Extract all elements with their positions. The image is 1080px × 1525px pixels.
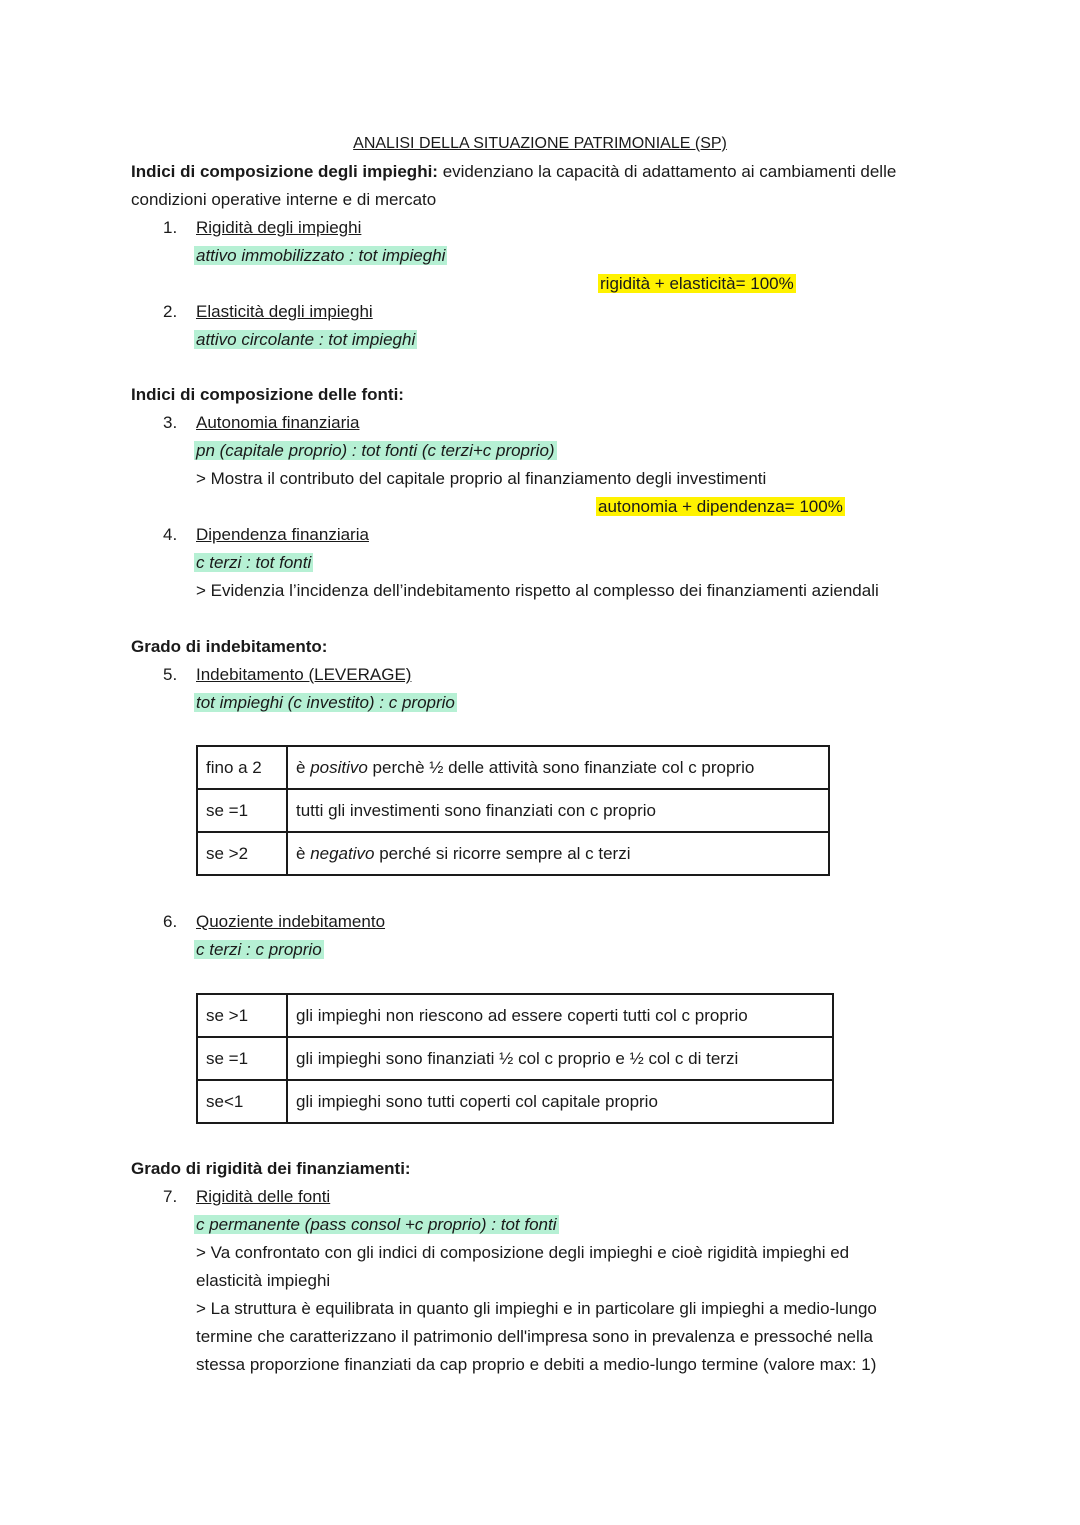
meaning-emphasis: positivo: [310, 757, 368, 777]
condition-cell: fino a 2: [197, 746, 287, 789]
table-row: [197, 1037, 833, 1080]
condition-cell: se<1: [197, 1080, 287, 1123]
index-label: Rigidità delle fonti: [196, 1187, 331, 1206]
index-label: Rigidità degli impieghi: [196, 218, 362, 237]
meaning-cell: gli impieghi non riescono ad essere coperti tutti col c proprio: [287, 994, 833, 1037]
index-formula: c permanente (pass consol +c proprio) : tot fonti: [196, 1215, 557, 1234]
section-impieghi: [131, 161, 896, 183]
item-number: 5.: [163, 665, 178, 684]
highlight-note: autonomia + dipendenza= 100%: [598, 497, 843, 516]
table-row: [197, 994, 833, 1037]
meaning-cell: gli impieghi sono tutti coperti col capitale proprio: [287, 1080, 833, 1123]
index-formula: attivo immobilizzato : tot impieghi: [196, 246, 446, 265]
index-description-cont: elasticità impieghi: [196, 1271, 331, 1290]
index-description: > Va confrontato con gli indici di composizione degli impieghi e cioè rigidità impieghi ed: [196, 1243, 850, 1262]
table-row: [197, 789, 829, 832]
index-formula: c terzi : c proprio: [196, 940, 322, 959]
index-formula: c terzi : tot fonti: [196, 553, 312, 572]
meaning-emphasis: negativo: [310, 843, 375, 863]
meaning-cell: [287, 832, 829, 875]
meaning-text: è: [296, 757, 311, 777]
section-heading: Indici di composizione delle fonti:: [131, 385, 404, 404]
index-description-cont: termine che caratterizzano il patrimonio dell'impresa sono in prevalenza e pressoché nella: [196, 1327, 873, 1346]
meaning-cell: gli impieghi sono finanziati ½ col c proprio e ½ col c di terzi: [287, 1037, 833, 1080]
item-number: 1.: [163, 218, 178, 237]
item-number: 3.: [163, 413, 178, 432]
index-label: Indebitamento (LEVERAGE): [196, 665, 412, 684]
index-description: > Evidenzia l’incidenza dell’indebitamento rispetto al complesso dei finanziamenti aziendali: [196, 581, 879, 600]
index-formula: pn (capitale proprio) : tot fonti (c terzi+c proprio): [196, 441, 555, 460]
meaning-text: perchè ½ delle attività sono finanziate col c proprio: [367, 757, 755, 777]
table-row: [197, 746, 829, 789]
section-description-cont: condizioni operative interne e di mercato: [131, 190, 437, 209]
leverage-table: [196, 745, 830, 876]
meaning-cell: tutti gli investimenti sono finanziati con c proprio: [287, 789, 829, 832]
index-label: Quoziente indebitamento: [196, 912, 386, 931]
section-description: evidenziano la capacità di adattamento ai cambiamenti delle: [437, 162, 897, 181]
index-label: Elasticità degli impieghi: [196, 302, 373, 321]
meaning-text: è: [296, 843, 311, 863]
index-description: > La struttura è equilibrata in quanto gli impieghi e in particolare gli impieghi a medio-lungo: [196, 1299, 877, 1318]
index-formula: attivo circolante : tot impieghi: [196, 330, 416, 349]
meaning-cell: [287, 746, 829, 789]
condition-cell: se >2: [197, 832, 287, 875]
index-label: Autonomia finanziaria: [196, 413, 360, 432]
debt-ratio-table: [196, 993, 834, 1124]
index-label: Dipendenza finanziaria: [196, 525, 369, 544]
meaning-text: perché si ricorre sempre al c terzi: [374, 843, 631, 863]
item-number: 7.: [163, 1187, 178, 1206]
table-row: [197, 1080, 833, 1123]
condition-cell: se >1: [197, 994, 287, 1037]
item-number: 6.: [163, 912, 178, 931]
index-formula: tot impieghi (c investito) : c proprio: [196, 693, 455, 712]
condition-cell: se =1: [197, 789, 287, 832]
item-number: 4.: [163, 525, 178, 544]
highlight-note: rigidità + elasticità= 100%: [600, 274, 794, 293]
page-title: ANALISI DELLA SITUAZIONE PATRIMONIALE (SP): [353, 135, 727, 152]
index-description: > Mostra il contributo del capitale proprio al finanziamento degli investimenti: [196, 469, 767, 488]
section-heading: Grado di indebitamento:: [131, 637, 328, 656]
item-number: 2.: [163, 302, 178, 321]
index-description-cont: stessa proporzione finanziati da cap proprio e debiti a medio-lungo termine (valore max: 1): [196, 1355, 877, 1374]
table-row: [197, 832, 829, 875]
condition-cell: se =1: [197, 1037, 287, 1080]
section-heading: Grado di rigidità dei finanziamenti:: [131, 1159, 411, 1178]
section-heading: Indici di composizione degli impieghi:: [131, 162, 438, 181]
